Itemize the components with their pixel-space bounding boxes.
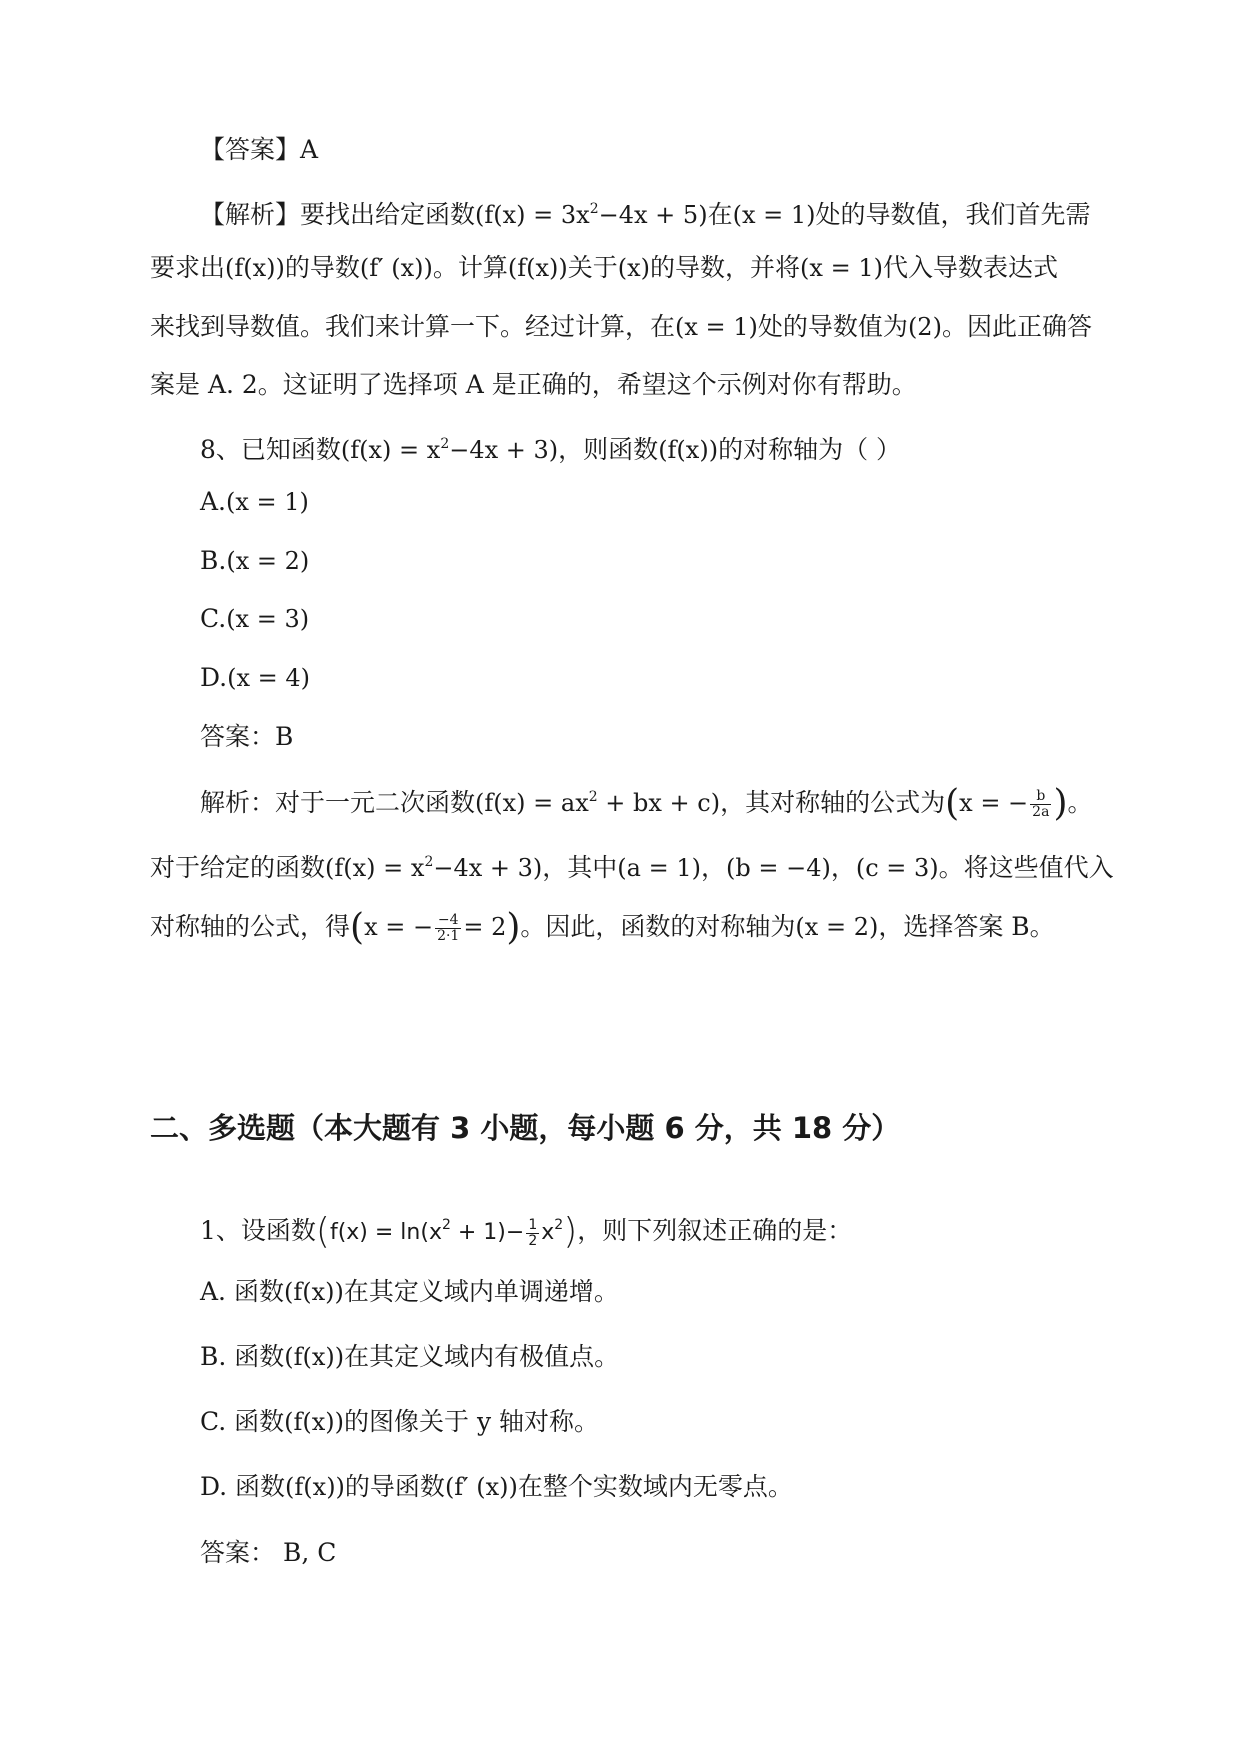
text: ，其对称轴的公式为 xyxy=(720,788,946,817)
math-fx: (f(x)) xyxy=(658,436,719,464)
mq1-option-b xyxy=(200,1340,1150,1374)
text: 的导数，并将 xyxy=(650,253,801,282)
section-heading: 二、多选题（本大题有 3 小题，每小题 6 分，共 18 分） xyxy=(150,1111,901,1145)
math-part: x = − xyxy=(364,913,434,941)
math-part: x xyxy=(541,1220,555,1245)
math-ln-func xyxy=(315,1211,578,1252)
option-label: D. 函数 xyxy=(200,1472,286,1501)
text: 。将这些值代入 xyxy=(938,853,1114,882)
math-fx: (f(x)) xyxy=(284,1343,345,1371)
math-part: f(x) = ln(x xyxy=(329,1220,442,1245)
mq1-option-d xyxy=(200,1470,1150,1504)
text: 在 xyxy=(707,200,733,229)
math-part: + bx + c) xyxy=(597,789,721,817)
option-d xyxy=(200,661,1150,695)
text: 8、已知函数 xyxy=(200,435,341,464)
answer-label: 【答案】 xyxy=(200,135,301,164)
math-a: (a = 1) xyxy=(617,854,701,882)
option-value: (x = 3) xyxy=(226,605,310,633)
option-c xyxy=(200,602,1150,636)
math-func xyxy=(325,854,542,882)
math-axis-calc xyxy=(350,907,521,948)
math-part: −4x + 3) xyxy=(433,854,543,882)
option-text: 的图像关于 y 轴对称。 xyxy=(344,1407,600,1436)
option-label: C. 函数 xyxy=(200,1407,285,1436)
math-part: x = − xyxy=(959,789,1029,817)
analysis-line-4 xyxy=(150,368,1100,402)
explanation-line-1 xyxy=(200,780,1150,824)
text: 的对称轴为（ ） xyxy=(718,435,902,464)
answer-value: A xyxy=(300,135,319,164)
text: ， xyxy=(700,853,726,882)
question-8-stem xyxy=(200,427,1150,467)
answer-line-8 xyxy=(200,720,1150,754)
right-paren: ) xyxy=(506,907,521,948)
denominator: 2 xyxy=(528,1232,538,1249)
math-b: (b = −4) xyxy=(725,854,831,882)
math-two: (2) xyxy=(907,313,942,341)
math-part: = 2 xyxy=(463,913,507,941)
option-value: (x = 1) xyxy=(226,488,309,516)
math-part: −4x + 5) xyxy=(598,201,708,229)
fraction xyxy=(526,1218,539,1249)
math-x1: (x = 1) xyxy=(732,201,816,229)
text: 1、设函数 xyxy=(200,1216,316,1245)
right-paren: ) xyxy=(1053,783,1068,824)
answer-value: B, C xyxy=(282,1538,337,1567)
option-b xyxy=(200,544,1150,578)
numerator: 1 xyxy=(528,1216,538,1233)
exponent: 2 xyxy=(441,1217,451,1233)
math-x1: (x = 1) xyxy=(800,254,883,282)
text: 要找出给定函数 xyxy=(300,200,476,229)
fraction xyxy=(435,913,461,944)
text: 案是 A. 2。这证明了选择项 A 是正确的，希望这个示例对你有帮助。 xyxy=(150,370,917,399)
option-label: B. xyxy=(200,546,227,575)
numerator: b xyxy=(1030,789,1051,805)
text: ，选择答案 B。 xyxy=(878,912,1055,941)
text: 处的导数值，我们首先需 xyxy=(815,200,1091,229)
left-paren: ( xyxy=(315,1211,330,1252)
answer-line-7 xyxy=(200,133,1150,167)
explanation-line-2 xyxy=(150,845,1114,885)
text: 。 xyxy=(1067,788,1093,817)
math-fx: (f(x)) xyxy=(225,254,285,282)
exponent: 2 xyxy=(440,436,450,452)
mq1-option-a xyxy=(200,1275,1150,1309)
option-label: C. xyxy=(200,604,227,633)
answer-label: 答案： xyxy=(200,1538,276,1567)
option-text: 的导函数 xyxy=(344,1472,445,1501)
left-paren: ( xyxy=(350,907,365,948)
text: 解析：对于一元二次函数 xyxy=(200,788,476,817)
option-value: (x = 4) xyxy=(227,664,311,692)
text: 。计算 xyxy=(432,253,508,282)
math-part: (f(x) = x xyxy=(325,854,425,882)
text: 的导数 xyxy=(284,253,360,282)
math-x: (x) xyxy=(617,254,651,282)
exponent: 2 xyxy=(424,854,434,870)
text: ，则下列叙述正确的是： xyxy=(577,1216,853,1245)
text: ，其中 xyxy=(542,853,618,882)
math-fx: (f(x)) xyxy=(285,1473,345,1501)
exponent: 2 xyxy=(589,201,599,217)
mq1-stem xyxy=(200,1208,1150,1250)
denominator: 2a xyxy=(1032,804,1050,820)
analysis-line-2 xyxy=(150,251,1100,285)
text: ， xyxy=(830,853,856,882)
text: 代入导数表达式 xyxy=(882,253,1058,282)
math-part: (f(x) = x xyxy=(340,436,441,464)
mq1-answer xyxy=(200,1536,1150,1570)
math-fx: (f(x)) xyxy=(507,254,568,282)
analysis-label: 【解析】 xyxy=(200,200,301,229)
math-axis-formula xyxy=(945,783,1068,824)
right-paren: ) xyxy=(563,1211,578,1252)
text: 对于给定的函数 xyxy=(150,853,326,882)
option-text: 在整个实数域内无零点。 xyxy=(517,1472,793,1501)
option-label: B. 函数 xyxy=(200,1342,285,1371)
answer-value: B xyxy=(275,722,294,751)
text: 来找到导数值。我们来计算一下。经过计算，在 xyxy=(150,312,676,341)
math-func xyxy=(475,201,708,229)
math-c: (c = 3) xyxy=(855,854,939,882)
option-label: A. 函数 xyxy=(200,1277,284,1306)
math-fpx: (f′ (x)) xyxy=(359,254,433,282)
denominator: 2·1 xyxy=(437,928,460,944)
math-general-quadratic xyxy=(475,789,720,817)
option-a xyxy=(200,485,1150,519)
option-label: A. xyxy=(200,487,227,516)
option-text: 在其定义域内单调递增。 xyxy=(343,1277,619,1306)
text: 要求出 xyxy=(150,253,226,282)
math-x1: (x = 1) xyxy=(675,313,758,341)
mq1-option-c xyxy=(200,1405,1150,1439)
option-value: (x = 2) xyxy=(226,547,310,575)
analysis-line-1 xyxy=(200,192,1150,232)
math-part: + 1)− xyxy=(450,1220,525,1245)
text: 处的导数值为 xyxy=(757,312,908,341)
option-text: 在其定义域内有极值点。 xyxy=(344,1342,620,1371)
option-label: D. xyxy=(200,663,228,692)
math-part: (f(x) = 3x xyxy=(475,201,590,229)
answer-label: 答案： xyxy=(200,722,276,751)
text: 。因此正确答 xyxy=(941,312,1092,341)
math-func xyxy=(341,436,558,464)
text: 。因此，函数的对称轴为 xyxy=(520,912,796,941)
text: ，则函数 xyxy=(558,435,659,464)
math-fx: (f(x)) xyxy=(284,1408,345,1436)
text: 关于 xyxy=(567,253,618,282)
fraction xyxy=(1030,789,1051,820)
math-fpx: (f′ (x)) xyxy=(444,1473,518,1501)
math-x2: (x = 2) xyxy=(795,913,879,941)
text: 对称轴的公式，得 xyxy=(150,912,351,941)
left-paren: ( xyxy=(945,783,960,824)
explanation-line-3 xyxy=(150,907,1100,948)
math-fx: (f(x)) xyxy=(283,1278,344,1306)
exponent: 2 xyxy=(588,789,598,805)
analysis-line-3 xyxy=(150,310,1100,344)
exponent: 2 xyxy=(554,1217,564,1233)
math-part: (f(x) = ax xyxy=(475,789,589,817)
numerator: −4 xyxy=(435,913,461,929)
math-part: −4x + 3) xyxy=(449,436,559,464)
